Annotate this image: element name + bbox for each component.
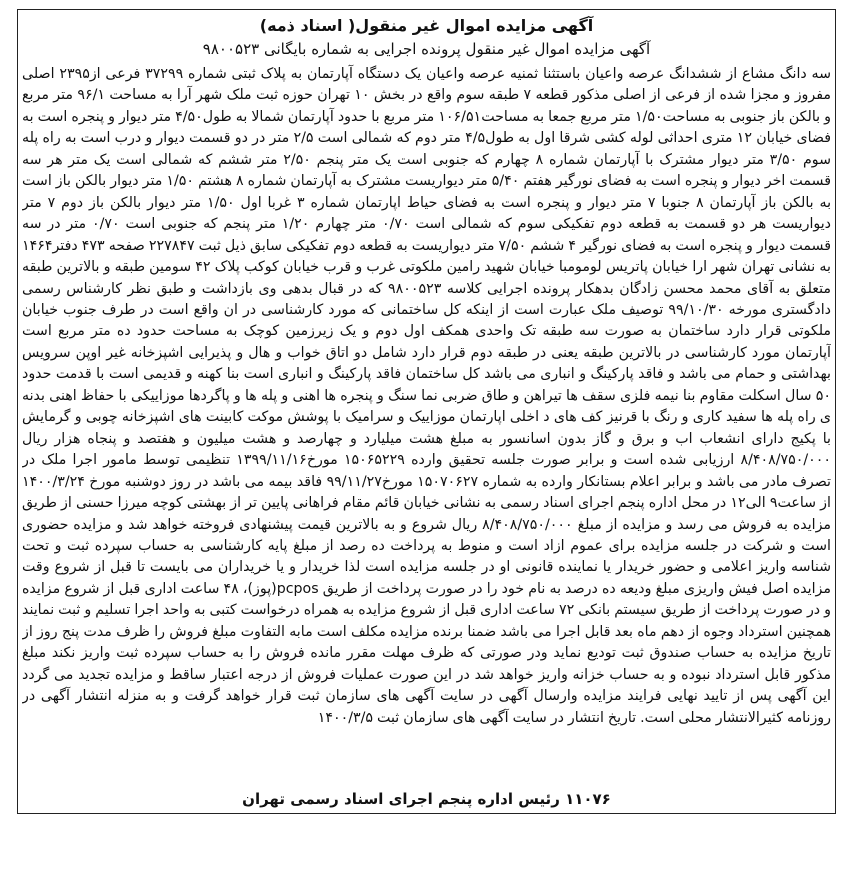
notice-body: سه دانگ مشاع از ششدانگ عرصه واعیان باستثنا ثمنیه عرصه واعیان یک دستگاه آپارتمان به پلاک ثبتی شماره ۳۷۲۹۹ فرعی از۲۳۹۵ اصلی مفروز و مجزا شده از فرعی از اصلی مذکور قطعه ۷ طبقه سوم واقع در بخش ۱۰ تهران حوزه ثبت ملک شهر آرا به مساحت ۹۶/۱ متر مربع و بالکن باز جنوبی به مساحت۱/۵۰ متر مربع جمعا به مساحت۱۰۶/۵۱ متر مربع با حدود آپارتمان شمالا به طول۴/۵۰ متر دیوار و پنجره است به فضای خیابان ۱۲ متری احداثی لوله کشی شرقا اول به طول۴/۵ متر دوم که شمالی است ۲/۵ متر در دو قسمت دیوار و درب است به راه پله سوم ۳/۵۰ متر دیوار مشترک با آپارتمان شماره ۸ چهارم که جنوبی است یک متر پنجم ۲/۵۰ متر ششم که شمالی است یک متر هر سه قسمت اخر دیوار و پنجره است به فضای نورگیر هفتم ۵/۴۰ متر دیواریست مشترک به آپارتمان شماره ۸ هشتم ۱/۵۰ متر دیوار بالکن باز است به بالکن باز آپارتمان ۸ جنوبا ۷ متر دیوار و پنجره است به فضای حیاط اپارتمان شماره ۳ غربا اول ۱/۵۰ متر دیوار بالکن باز دوم ۷ متر دیواریست هر دو قسمت به قطعه دوم تفکیکی سوم که شمالی است ۰/۷۰ متر چهارم ۱/۲۰ متر پنجم که جنوبی است ۰/۷۰ متر در سه قسمت دیوار و پنجره است به فضای نورگیر ۴ ششم ۷/۵۰ متر دیواریست به قطعه دوم تفکیکی سابق ذیل ثبت ۲۲۷۸۴۷ صفحه ۴۷۳ دفتر۱۴۶۴ به نشانی تهران شهر ارا خیابان پاتریس لومومبا خیابان شهید رامین ملکوتی غرب و قرب خیابان کوکب پلاک ۴۲ سومین طبقه و بالاترین طبقه متعلق به آقای محمد محسن زادگان بدهکار پرونده اجرایی کلاسه ۹۸۰۰۵۲۳ که در قبال بدهی وی بازداشت و طبق نظر کارشناس رسمی دادگستری مورخه ۹۹/۱۰/۳۰ توصیف ملک عبارت است از اینکه کل ساختمانی که مورد کارشناسی در ان واقع است در طرف جنوب خیابان ملکوتی قرار دارد ساختمان به صورت سه طبقه تک واحدی همکف اول دوم و یک زیرزمین کوچک به مساحت حدود ده متر مربع است آپارتمان مورد کارشناسی در بالاترین طبقه یعنی در طبقه دوم قرار دارد شامل دو اتاق خواب و هال و پذیرایی اشپزخانه غیر اوپن سرویس بهداشتی و حمام می باشد و فاقد پارکینگ و انباری می باشد کل ساختمان فاقد پارکینگ و انباری است بنا کهنه و قدیمی است با قدمت حدود ۵۰ سال اسکلت مقاوم بنا نیمه فلزی سقف ها تیراهن و طاق ضربی نما سنگ و پنجره ها اهنی و پله ها و پاگردها موزاییکی با حفاظ اهنی بدنه ی راه پله ها سفید کاری و رنگ با قرنیز کف های د اخلی اپارتمان موزاییک و سرامیک با پوشش موکت کابینت های اشپزخانه چوبی و گرمایش با پکیج دارای انشعاب اب و برق و گاز بدون اسانسور به مبلغ هشت میلیارد و چهارصد و هشت میلیون و هفتصد و پنجاه هزار ریال ۸/۴۰۸/۷۵۰/۰۰۰ ارزیابی شده است و برابر صورت جلسه تحقیق وارده ۱۵۰۶۵۲۲۹ مورخ۱۳۹۹/۱۱/۱۶ تنظیمی توسط مامور اجرا ملک در تصرف مادر می باشد و برابر اعلام بستانکار وارده به شماره ۱۵۰۷۰۶۲۷ مورخ۹۹/۱۱/۲۷ فاقد بیمه می باشد در روز دوشنبه مورخ ۱۴۰۰/۳/۲۴ از ساعت۹ الی۱۲ در محل اداره پنجم اجرای اسناد رسمی به نشانی خیابان قائم مقام فراهانی پایین تر از بهشتی کوچه میرزا حسنی از طریق مزایده به فروش می رسد و مزایده از مبلغ ۸/۴۰۸/۷۵۰/۰۰۰ ریال شروع و به بالاترین قیمت پیشنهادی فروخته خواهد شد و مزایده حضوری است و شرکت در جلسه مزایده برای عموم ازاد است و منوط به پرداخت ده رصد از مبلغ پایه کارشناسی به حساب سپرده ثبت و تحت شناسه واریز اعلامی و حضور خریدار یا نماینده قانونی او در جلسه مزایده است لذا خریدار و یا خریداران می بایست تا قبل از شروع وقت مزایده اصل فیش واریزی مبلغ ودیعه ده درصد به نام خود را در صورت پرداخت از طریق pcpos(پوز)، ۴۸ ساعت اداری قبل از شروع مزایده و در صورت پرداخت از طریق سیستم بانکی ۷۲ ساعت اداری قبل از شروع مزایده به همراه درخواست کتبی به واحد اجرا تسلیم و ثبت نمایند همچنین استرداد وجوه از دهم ماه بعد قابل اجرا می باشد ضمنا برنده مزایده مکلف است مابه التفاوت مبلغ فروش را ظرف مدت پنج روز از تاریخ مزایده به حساب صندوق ثبت تودیع نماید ودر صورتی که ظرف مهلت مقرر مانده فروش را به حساب سپرده ثبت واریز نکند مبلغ مذکور قابل استرداد نبوده و به حساب خزانه واریز خواهد شد در این صورت عملیات فروش از درجه اعتبار ساقط و مزایده تجدید می گردد این آگهی پس از تایید نهایی فرایند مزایده وارسال آگهی در سایت آگهی های سازمان ثبت قرار خواهد گرفت و به منزله انتشار آگهی در روزنامه کثیرالانتشار محلی است. تاریخ انتشار در سایت آگهی های سازمان ثبت ۱۴۰۰/۳/۵ [22,66,831,726]
notice-title: آگهی مزایده اموال غیر منقول( اسناد ذمه) [259,16,594,35]
auction-notice [17,9,836,814]
notice-subtitle: آگهی مزایده اموال غیر منقول پرونده اجرایی به شماره بایگانی ۹۸۰۰۵۲۳ [202,40,651,58]
notice-signature: ۱۱۰۷۶ رئیس اداره پنجم اجرای اسناد رسمی تهران [242,790,611,808]
